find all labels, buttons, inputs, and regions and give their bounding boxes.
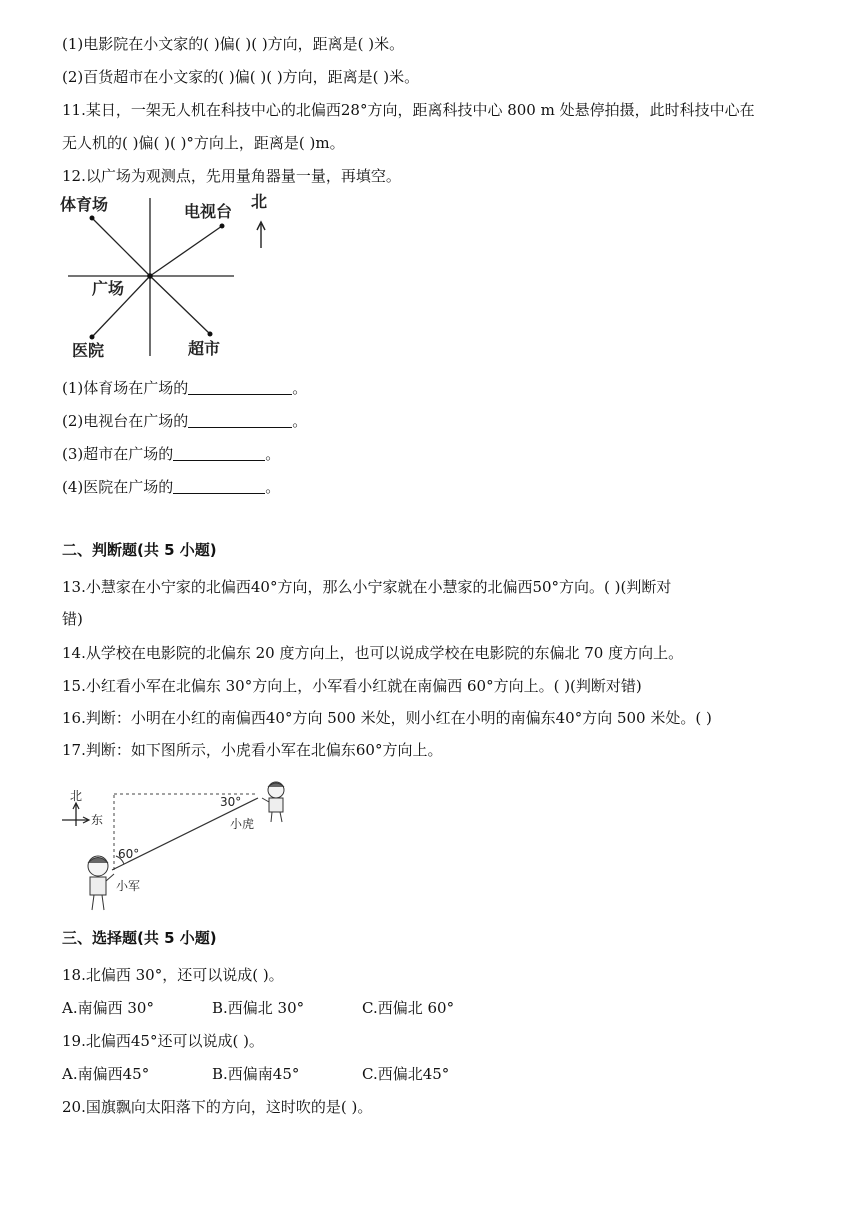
ray-tiyuchang — [92, 218, 150, 276]
angle-60-label: 60° — [118, 847, 140, 861]
q10-sub1-text: (1)电影院在小文家的( )偏( )( )方向，距离是( )米。 — [62, 35, 405, 53]
q11-line2: 无人机的( )偏( )( )°方向上，距离是( )m。 — [62, 134, 345, 152]
q19-option-a[interactable]: A.南偏西45° — [62, 1065, 150, 1083]
q17-diagram — [58, 778, 298, 920]
q12-sub2: (2)电视台在广场的 。 — [62, 412, 308, 430]
answer-blank[interactable] — [188, 413, 292, 428]
q18-option-c[interactable]: C.西偏北 60° — [362, 999, 455, 1017]
angle-30-label: 30° — [220, 795, 242, 809]
q19-stem: 19.北偏西45°还可以说成( )。 — [62, 1032, 264, 1050]
section-2-heading: 二、判断题(共 5 小题) — [62, 541, 217, 559]
label-tiyuchang: 体育场 — [60, 195, 109, 214]
q12-direction-diagram — [56, 190, 276, 362]
point-tiyuchang — [90, 216, 95, 221]
q14-text: 14.从学校在电影院的北偏东 20 度方向上，也可以说成学校在电影院的东偏北 70 度方向上。 — [62, 644, 684, 662]
section-3-heading: 三、选择题(共 5 小题) — [62, 929, 217, 947]
q19-option-c[interactable]: C.西偏北45° — [362, 1065, 450, 1083]
ray-dianshitai — [150, 226, 222, 276]
q10-sub2-text: (2)百货超市在小文家的( )偏( )( )方向，距离是( )米。 — [62, 68, 420, 86]
label-north: 北 — [251, 192, 268, 211]
xiaohu-figure-icon — [262, 782, 284, 822]
point-chaoshi — [208, 332, 213, 337]
label-yiyuan: 医院 — [72, 341, 105, 360]
q13-line1: 13.小慧家在小宁家的北偏西40°方向，那么小宁家就在小慧家的北偏西50°方向。( )(判断对 — [62, 578, 672, 596]
answer-blank[interactable] — [188, 380, 292, 395]
point-dianshitai — [220, 224, 225, 229]
label-dianshitai: 电视台 — [184, 202, 233, 221]
q12-sub1: (1)体育场在广场的 。 — [62, 379, 308, 397]
q18-option-a[interactable]: A.南偏西 30° — [62, 999, 154, 1017]
q18-stem: 18.北偏西 30°，还可以说成( )。 — [62, 966, 284, 984]
q19-option-b[interactable]: B.西偏南45° — [212, 1065, 300, 1083]
q12-stem: 12.以广场为观测点，先用量角器量一量，再填空。 — [62, 167, 401, 185]
q11-line1: 11.某日，一架无人机在科技中心的北偏西28°方向，距离科技中心 800 m 处悬停拍摄，此时科技中心在 — [62, 101, 755, 119]
q13-line2: 错) — [62, 610, 83, 628]
label-guangchang: 广场 — [92, 279, 125, 298]
xiaohu-label: 小虎 — [230, 817, 255, 831]
q15-text: 15.小红看小军在北偏东 30°方向上，小军看小红就在南偏西 60°方向上。( )(判断对错) — [62, 677, 642, 695]
compass-north-label: 北 — [70, 789, 83, 803]
q18-option-b[interactable]: B.西偏北 30° — [212, 999, 305, 1017]
xiaojun-label: 小军 — [116, 879, 141, 893]
q12-sub4: (4)医院在广场的 。 — [62, 478, 281, 496]
q16-text: 16.判断：小明在小红的南偏西40°方向 500 米处，则小红在小明的南偏东40°方向 500 米处。( ) — [62, 709, 712, 727]
xiaojun-figure-icon — [88, 856, 114, 910]
q17-stem: 17.判断：如下图所示，小虎看小军在北偏东60°方向上。 — [62, 741, 443, 759]
label-chaoshi: 超市 — [188, 339, 221, 358]
q12-sub3: (3)超市在广场的 。 — [62, 445, 281, 463]
q20-stem: 20.国旗飘向太阳落下的方向，这时吹的是( )。 — [62, 1098, 373, 1116]
center-point — [147, 273, 153, 279]
compass-east-label: 东 — [91, 813, 104, 827]
point-yiyuan — [90, 335, 95, 340]
answer-blank[interactable] — [173, 446, 265, 461]
answer-blank[interactable] — [173, 479, 265, 494]
ray-chaoshi — [150, 276, 210, 334]
